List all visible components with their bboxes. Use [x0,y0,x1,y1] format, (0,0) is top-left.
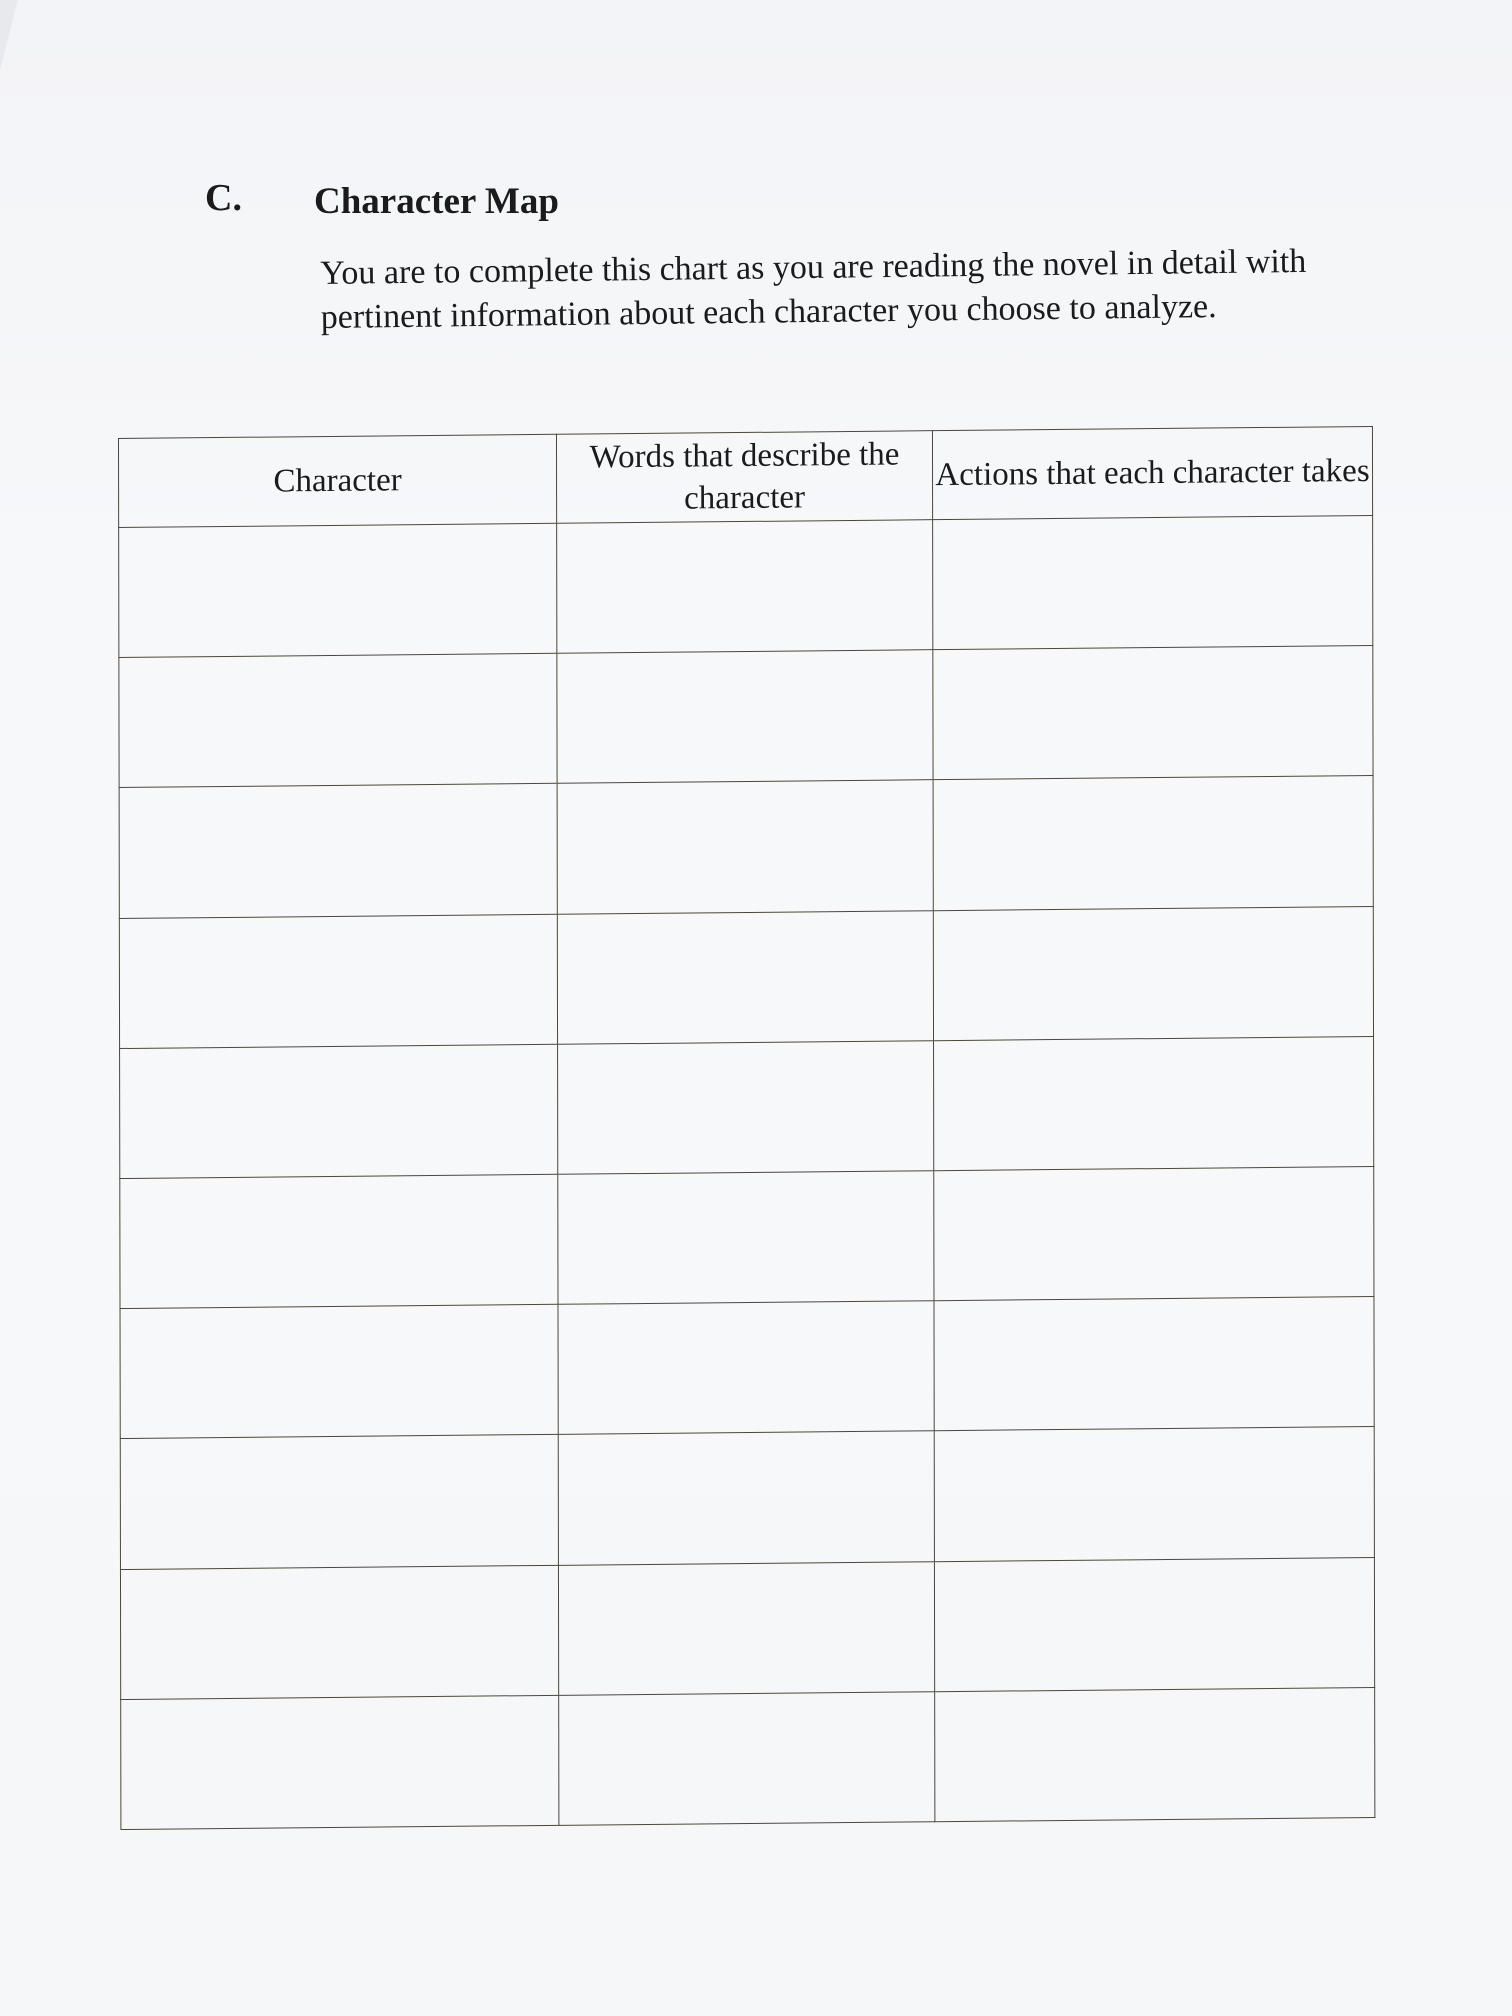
table-row [120,1427,1374,1569]
table-row [119,776,1373,918]
instructions-text: You are to complete this chart as you are reading the novel in detail with pertinent information about each character you choose to analyze. [320,242,1307,336]
character-cell[interactable] [120,1435,558,1569]
header-words: Words that describe the character [556,431,932,524]
actions-cell[interactable] [933,906,1373,1040]
actions-cell[interactable] [933,646,1373,780]
table-row [120,1036,1374,1178]
actions-cell[interactable] [934,1557,1374,1691]
words-cell[interactable] [557,910,933,1044]
words-cell[interactable] [558,1171,934,1305]
table-row [119,515,1373,657]
character-cell[interactable] [120,1304,558,1438]
actions-cell[interactable] [935,1687,1375,1822]
actions-cell[interactable] [933,776,1373,910]
table-row [119,646,1373,788]
character-cell[interactable] [119,653,557,787]
words-cell[interactable] [557,520,933,654]
character-cell[interactable] [120,1565,558,1699]
character-cell[interactable] [119,914,557,1048]
section-letter: C. [205,177,242,219]
character-map-table-wrapper [118,426,1374,1830]
header-character: Character [119,434,557,527]
table-row [120,1166,1374,1308]
actions-cell[interactable] [933,515,1373,649]
character-cell[interactable] [120,1044,558,1178]
character-cell[interactable] [119,784,557,918]
words-cell[interactable] [557,650,933,784]
character-cell[interactable] [119,523,557,657]
table-row [119,906,1373,1048]
table-row [120,1297,1374,1439]
character-map-table [118,426,1375,1830]
header-actions: Actions that each character takes [932,426,1372,519]
section-title: Character Map [314,181,559,222]
table-row [120,1557,1374,1699]
words-cell[interactable] [558,1431,934,1565]
words-cell[interactable] [559,1691,935,1825]
actions-cell[interactable] [934,1166,1374,1300]
actions-cell[interactable] [934,1036,1374,1170]
words-cell[interactable] [558,1561,934,1695]
actions-cell[interactable] [934,1427,1374,1561]
actions-cell[interactable] [934,1297,1374,1431]
words-cell[interactable] [557,780,933,914]
header-row [119,426,1373,527]
character-cell[interactable] [121,1695,559,1830]
page-corner-shadow [0,0,18,70]
table-row [121,1687,1375,1829]
character-cell[interactable] [120,1174,558,1308]
words-cell[interactable] [558,1040,934,1174]
words-cell[interactable] [558,1301,934,1435]
